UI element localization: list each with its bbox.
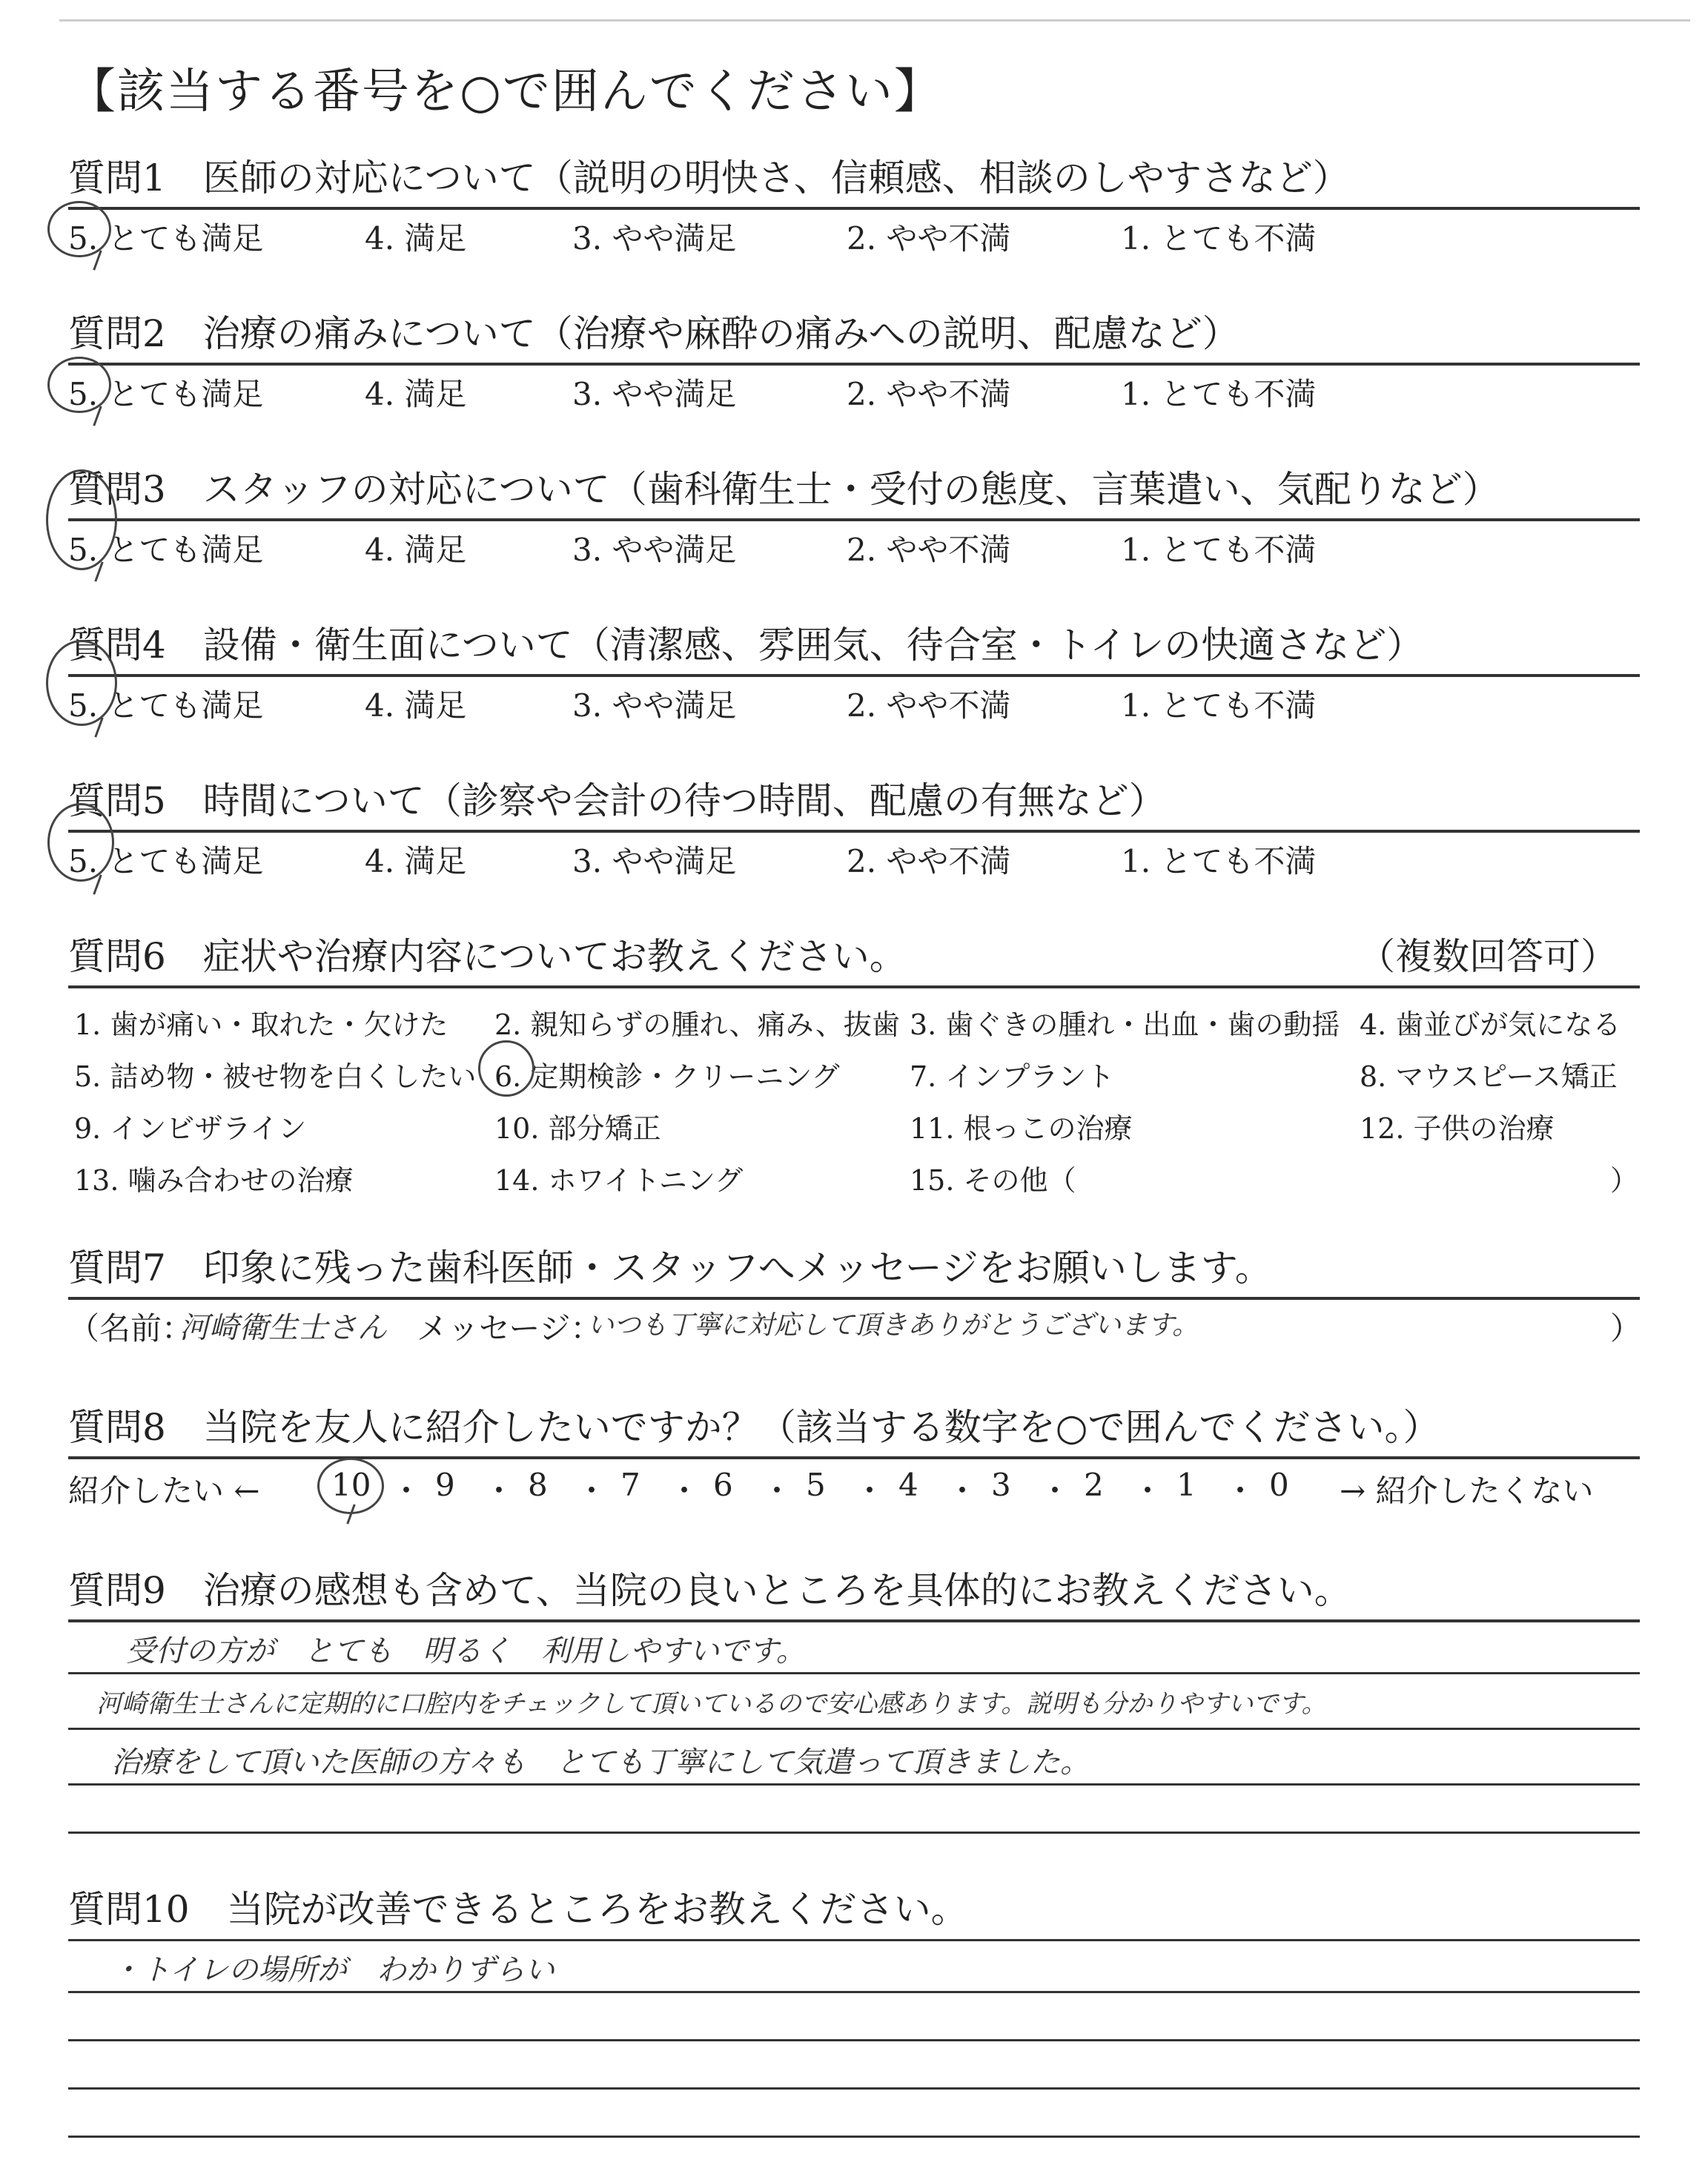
question-5-options <box>68 833 1640 877</box>
scale-dot: ・ <box>483 1473 515 1509</box>
option-3[interactable]: 3. やや満足 <box>572 220 737 257</box>
option-2[interactable]: 2. やや不満 <box>847 843 1011 879</box>
option-1[interactable]: 1. とても不満 <box>1121 220 1317 257</box>
question-3-options <box>68 521 1640 566</box>
scale-dot: ・ <box>854 1473 886 1509</box>
question-10 <box>68 1883 1640 1935</box>
symptom-option[interactable]: 14. ホワイトニング <box>494 1164 744 1197</box>
option-4[interactable]: 4. 満足 <box>365 843 467 879</box>
option-5[interactable]: 5. とても満足 <box>68 687 264 724</box>
option-2[interactable]: 2. やや不満 <box>847 220 1011 257</box>
option-2[interactable]: 2. やや不満 <box>847 376 1011 412</box>
question-7 <box>68 1242 1640 1352</box>
scale-1[interactable]: 1 <box>1176 1467 1196 1503</box>
option-4[interactable]: 4. 満足 <box>365 532 467 568</box>
writing-line <box>68 2039 1640 2041</box>
option-1[interactable]: 1. とても不満 <box>1121 843 1317 879</box>
question-6 <box>68 931 1640 1226</box>
page-heading: 【該当する番号を○で囲んでください】 <box>68 65 943 119</box>
symptom-option[interactable]: 2. 親知らずの腫れ、痛み、抜歯 <box>494 1008 900 1041</box>
symptom-option[interactable]: 3. 歯ぐきの腫れ・出血・歯の動揺 <box>910 1008 1340 1041</box>
question-6-title-row <box>68 931 1640 982</box>
scale-left-label: 紹介したい ← <box>68 1473 260 1509</box>
scale-5[interactable]: 5 <box>806 1467 826 1503</box>
scale-right-label: → 紹介したくない <box>1340 1473 1594 1509</box>
option-5[interactable]: 5. とても満足 <box>68 532 264 568</box>
question-2 <box>68 308 1640 410</box>
scale-dot: ・ <box>761 1473 793 1509</box>
symptom-option[interactable]: 7. インプラント <box>910 1060 1115 1093</box>
symptom-option[interactable]: 15. その他（ <box>910 1164 1076 1197</box>
symptom-option-selected[interactable]: 6. 定期検診・クリーニング <box>494 1060 840 1093</box>
symptom-option[interactable]: 9. インビザライン <box>74 1112 307 1145</box>
symptom-option[interactable]: 10. 部分矯正 <box>494 1112 661 1145</box>
writing-line <box>68 1832 1640 1834</box>
symptom-option[interactable]: 5. 詰め物・被せ物を白くしたい <box>74 1060 477 1093</box>
selection-circle <box>478 1040 534 1097</box>
question-3 <box>68 463 1640 566</box>
question-1-title: 質問1 医師の対応について（説明の明快さ、信頼感、相談のしやすさなど） <box>68 156 1350 199</box>
selection-circle <box>46 469 117 570</box>
question-6-title: 質問6 症状や治療内容についてお教えください。 <box>68 935 907 978</box>
option-3[interactable]: 3. やや満足 <box>572 687 737 724</box>
scale-dot: ・ <box>391 1473 423 1509</box>
scale-3[interactable]: 3 <box>991 1467 1011 1503</box>
option-5[interactable]: 5. とても満足 <box>68 376 264 412</box>
selection-circle <box>47 803 114 882</box>
option-4[interactable]: 4. 満足 <box>365 220 467 257</box>
close-paren: ） <box>1610 1310 1642 1347</box>
option-1[interactable]: 1. とても不満 <box>1121 376 1317 412</box>
writing-line <box>68 2087 1640 2090</box>
writing-line <box>68 2136 1640 2138</box>
question-8-title: 質問8 当院を友人に紹介したいですか？（該当する数字を○で囲んでください。） <box>68 1406 1440 1449</box>
feedback-line-2[interactable]: 河崎衛生士さんに定期的に口腔内をチェックして頂いているので安心感あります。説明も分かりやすいです。 <box>96 1689 1327 1719</box>
scale-dot: ・ <box>947 1473 979 1509</box>
question-1-options <box>68 210 1640 257</box>
writing-line <box>68 1991 1640 1993</box>
scale-0[interactable]: 0 <box>1269 1467 1289 1503</box>
question-5 <box>68 775 1640 877</box>
scale-dot: ・ <box>1039 1473 1071 1509</box>
message-value[interactable]: いつも丁寧に対応して頂きありがとうございます。 <box>587 1310 1199 1341</box>
scale-dot: ・ <box>576 1473 608 1509</box>
writing-line <box>68 1783 1640 1786</box>
option-2[interactable]: 2. やや不満 <box>847 687 1011 724</box>
selection-circle <box>47 357 111 413</box>
symptom-option[interactable]: 12. 子供の治療 <box>1360 1112 1555 1145</box>
option-5[interactable]: 5. とても満足 <box>68 843 264 879</box>
option-3[interactable]: 3. やや満足 <box>572 843 737 879</box>
feedback-line-3[interactable]: 治療をして頂いた医師の方々も とても丁寧にして気遣って頂きました。 <box>111 1745 1090 1780</box>
question-7-title: 質問7 印象に残った歯科医師・スタッフへメッセージをお願いします。 <box>68 1246 1272 1289</box>
option-3[interactable]: 3. やや満足 <box>572 376 737 412</box>
scale-2[interactable]: 2 <box>1084 1467 1104 1503</box>
message-label: メッセージ： <box>417 1310 602 1347</box>
writing-line <box>68 1939 1640 1941</box>
feedback-line-1[interactable]: 受付の方が とても 明るく 利用しやすいです。 <box>126 1634 806 1668</box>
question-8 <box>68 1401 1640 1511</box>
symptom-option[interactable]: 4. 歯並びが気になる <box>1360 1008 1621 1041</box>
option-4[interactable]: 4. 満足 <box>365 687 467 724</box>
scale-dot: ・ <box>669 1473 701 1509</box>
question-5-title: 質問5 時間について（診察や会計の待つ時間、配慮の有無など） <box>68 779 1166 822</box>
scale-9[interactable]: 9 <box>435 1467 455 1503</box>
option-3[interactable]: 3. やや満足 <box>572 532 737 568</box>
improvement-line-1[interactable]: ・トイレの場所が わかりずらい <box>111 1953 555 1987</box>
question-6-options <box>68 988 1640 1226</box>
question-1 <box>68 152 1640 257</box>
question-3-title: 質問3 スタッフの対応について（歯科衛生士・受付の態度、言葉遣い、気配りなど） <box>68 468 1500 511</box>
name-label: （名前： <box>68 1310 193 1347</box>
scale-10[interactable]: 10 <box>331 1467 371 1503</box>
question-6-note: （複数回答可） <box>1358 935 1618 978</box>
scale-8[interactable]: 8 <box>528 1467 548 1503</box>
symptom-option[interactable]: 8. マウスピース矯正 <box>1360 1060 1618 1093</box>
option-1[interactable]: 1. とても不満 <box>1121 687 1317 724</box>
question-7-answer <box>68 1300 1640 1352</box>
question-10-title: 質問10 当院が改善できるところをお教えください。 <box>68 1888 968 1931</box>
question-4-title: 質問4 設備・衛生面について（清潔感、雰囲気、待合室・トイレの快適さなど） <box>68 624 1424 667</box>
option-1[interactable]: 1. とても不満 <box>1121 532 1317 568</box>
selection-circle <box>47 201 111 257</box>
selection-circle <box>317 1458 384 1514</box>
option-2[interactable]: 2. やや不満 <box>847 532 1011 568</box>
writing-line <box>68 1728 1640 1730</box>
scale-dot: ・ <box>1225 1473 1257 1509</box>
symptom-option[interactable]: 1. 歯が痛い・取れた・欠けた <box>74 1008 448 1041</box>
option-4[interactable]: 4. 満足 <box>365 376 467 412</box>
scale-7[interactable]: 7 <box>620 1467 640 1503</box>
scale-dot: ・ <box>1132 1473 1164 1509</box>
question-4 <box>68 619 1640 724</box>
question-2-options <box>68 366 1640 410</box>
writing-line <box>68 1672 1640 1674</box>
name-value[interactable]: 河崎衛生士さん <box>179 1311 387 1345</box>
scale-6[interactable]: 6 <box>713 1467 733 1503</box>
question-9-title: 質問9 治療の感想も含めて、当院の良いところを具体的にお教えください。 <box>68 1569 1351 1612</box>
recommend-scale <box>68 1459 1640 1511</box>
scale-4[interactable]: 4 <box>898 1467 918 1503</box>
question-4-options <box>68 677 1640 724</box>
symptom-option[interactable]: 11. 根っこの治療 <box>910 1112 1133 1145</box>
option-5[interactable]: 5. とても満足 <box>68 220 264 257</box>
other-close-paren: ） <box>1610 1164 1639 1197</box>
question-9 <box>68 1565 1640 1622</box>
top-border <box>59 19 1690 22</box>
selection-circle <box>46 640 117 726</box>
symptom-option[interactable]: 13. 噛み合わせの治療 <box>74 1164 354 1197</box>
question-9-rule <box>68 1619 1640 1622</box>
question-2-title: 質問2 治療の痛みについて（治療や麻酔の痛みへの説明、配慮など） <box>68 312 1239 355</box>
